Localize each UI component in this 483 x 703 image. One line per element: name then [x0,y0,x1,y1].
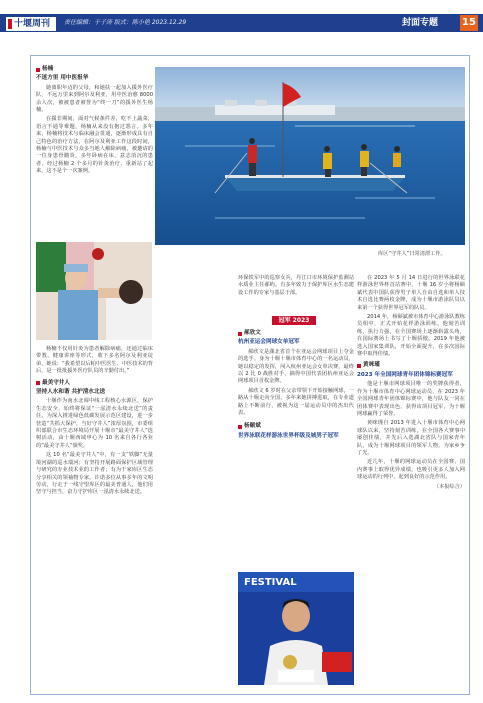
paragraph: 杨楠不仅用针灸为患者解除病痛，还通过临床带教、健康讲座等形式，收下多名阿尔及利亚徒弟，她说：“我希望以后帕中医医生、中医技术的背后，是一批批援外医疗队员的辛勤付出。” [36,346,153,375]
headline-yang-yibin: 世界泳联花样游泳世界杯级及城男子冠军 [238,432,339,439]
headline-guardian: 坚持人水和谐 共护清水北送 [36,389,106,396]
column-3 [357,273,465,491]
paragraph: 在 2023 年 5 月 14 日进行的世界泳联花样游泳世界杯首站赛中，十堰 16 岁小将杨颐斌代表中国队获得男子单人自由自选和单人技术自选比赛两枚金牌，成为十堰市游泳队员以来第一个获得世界冠军的队员。 [357,275,465,311]
masthead-brand [6,17,56,31]
kicker-yang-yibin: 杨颐斌 [238,423,354,430]
svg-text:FESTIVAL: FESTIVAL [244,577,297,588]
headline-huang-mijin: 2023 年全国网球青年团体锦标赛冠军 [357,371,453,378]
paragraph: 郝欣文是湖北省首个在亚运会网球项目上夺金的选手。身为十堰十堰市体育中心的一名运动员，她以稳定的发挥，闯入杭州亚运会女单决赛，最终以 2 比 0 战胜对手，摘得中国代表团杭州亚运会网球项目首枚金牌。 [238,348,354,385]
kicker-guardian: 最美守井人 [36,380,153,387]
column-1-lower [36,344,153,497]
kicker-huang-mijin: 黄咪瑾 [357,362,465,369]
paragraph: 环保铁军中的巡察女兵，丹江口市环境保护监测站水质业主任郝屿。有多年致力于保护库区水生态建设工作的专家与基层干部。 [238,275,354,296]
doctor-photo [36,242,152,340]
paragraph: 郝欣文 6 岁时在父亲带领下开始接触网球，一路从十堰走向全国，多年来她拼搏进取，在专业道路上不断前行，被视为这一届运动员中的杰出代表。 [238,387,354,417]
reservoir-photo [155,67,465,245]
photo-caption: 库区“守井人”日常清漂工作。 [378,251,446,257]
brand-mark-icon [8,19,12,29]
headline-yang-nan: 不迷方里 用中医报华 [36,75,89,82]
column-1-upper [36,66,153,176]
section-title: 封面专题 [402,18,439,28]
paragraph: 黄咪瑾自 2013 年进入十堰市体育中心网球队以来，坚持刻苦训练，在全国各大赛事中屡创佳绩，并先后入选湖北省队与国家青年队，成为十堰网球项目的领军人物，为家乡争了光。 [357,420,465,456]
paragraph: 她离职年迈的父母，和她扶一起加入援外医疗队，不远万里来到阿尔及利亚，用中医治愈 8000 余人次，被被患者被誉为“终一刀”的援外医生杨楠。 [36,84,153,114]
page-number: 15 [460,15,478,31]
source-note: （本报综合） [433,483,465,490]
paragraph: 十堰作为南水北调中线工程核心水源区，保护生态安全，始终将保证“一泓清水永续北送”的责任。为深入推进绿色低碳发展示范区建设，进一步营造“共抓大保护，当好守井人”浓厚氛围，市委组织部联合市生态环境局开展十堰市“最美守井人”选树活动，由十堰西域申心为 10 名来自各行各业的“最美守井人”颁奖。 [36,398,153,449]
headline-hao-xinwen: 杭州亚运会网球女单冠军 [238,339,300,346]
kicker-hao-xinwen: 郝欣文 [238,330,354,337]
champion-badge: 冠军 2023 [272,316,316,325]
paragraph: 这 10 名“最美守井人”中，有一支“铁脚”无量境河湖的巡水瑞河；有坚持开展路面保护区域管理与研究的专业技术业的工作者；有为干家库区生态分享相关的领袖物专家。许诺多位从事多年的文明劳动，行走于一线守望库区的最美普通人，他们用坚守与担当，奋力守护库区一泓清水永续北送。 [36,452,153,496]
paragraph: 近几年，十堰的网球运动员在全国赛、国内赛事上取得优异成绩，也吸引更多人加入网球运动的行列中，起到良好的示范作用。 [357,459,465,481]
editor-meta: 责任编辑：于子涛 版式：陈小艳 2023.12.29 [64,19,187,26]
column-2-top [238,273,354,297]
athlete-photo [238,572,354,685]
column-2-body [238,330,354,440]
kicker-yang-nan: 杨楠 [36,66,153,73]
paragraph: 他是十堰市网球项目唯一的奖牌获得者，作为十堰市体育中心网球运动员，在 2023 年全国网球青年团体锦标赛中，他与队友一同在团体赛中表现出色，获得该项目冠军，为十堰网球赢得了荣誉。 [357,381,465,417]
paragraph: 在援非期间，面对气候条件差，吃不上蔬菜，语言不通等难题，杨楠从来没有抱过怨言。多年来，杨楠将技术与临床融会贯通，逐渐形成具有自己特色的治疗方法，在阿尔及利亚工作这段时间，杨楠与中医技术与众多当地人解除病痛，被邀请的一位身患骨髓炎，多年卧病在床，意志消沉的患者，经过杨楠 2 个多月的针灸治疗，重新站了起来，这不是个一次案例。 [36,116,153,175]
brand-text: 十堰周刊 [14,19,51,29]
paragraph: 2014 年，杨颐斌被市体育中心游泳队教练员相中，正式开始花样游泳训练。他刻苦训练，执行力强，在全国赛场上逐渐崭露头角，在国际赛场上书写了十堰骄傲。2019 年他被选入国家集训队，开始全面提升，在多次国际赛中取得佳绩。 [357,314,465,358]
